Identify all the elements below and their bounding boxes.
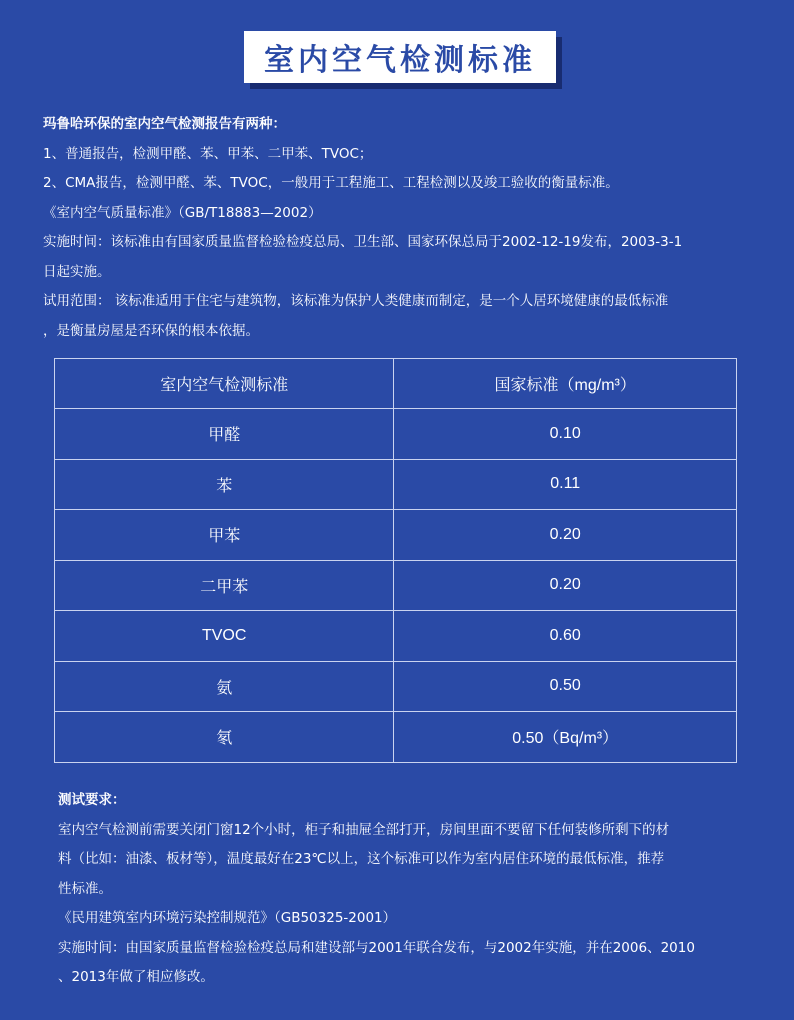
table-row — [55, 611, 737, 662]
table-row — [55, 661, 737, 712]
standard-name: 《室内空气质量标准》（GB/T18883—2002） — [43, 204, 322, 221]
intro-heading: 玛鲁哈环保的室内空气检测报告有两种： — [43, 116, 286, 132]
row-value: 0.10 — [394, 409, 737, 460]
row-value: 0.20 — [394, 510, 737, 561]
row-item: TVOC — [55, 611, 394, 662]
intro-item-2: 2、CMA报告，检测甲醛、苯、TVOC，一般用于工程施工、工程检测以及竣工验收的衡量标准。 — [43, 175, 619, 191]
page-title: 室内空气检测标准 — [264, 43, 536, 78]
intro-item-1: 1、普通报告，检测甲醛、苯、甲苯、二甲苯、TVOC； — [43, 145, 373, 162]
implementation-line-2: 日起实施。 — [43, 263, 111, 280]
requirements-line-1: 室内空气检测前需要关闭门窗12个小时，柜子和抽屉全部打开，房间里面不要留下任何装修所剩下的材 — [58, 821, 670, 838]
implementation-line-1: 实施时间：该标准由有国家质量监督检验检疫总局、卫生部、国家环保总局于2002-12-19发布，2003-3-1 — [43, 234, 683, 250]
regulation-implementation-line-2: 、2013年做了相应修改。 — [58, 969, 214, 985]
requirements-line-3: 性标准。 — [58, 880, 112, 897]
scope-line-1: 试用范围： 该标准适用于住宅与建筑物，该标准为保护人类健康而制定，是一个人居环境健康的最低标准 — [43, 293, 669, 309]
row-value: 0.11 — [394, 459, 737, 510]
table-header-row — [55, 359, 737, 409]
requirements-heading: 测试要求： — [58, 792, 126, 808]
requirements-line-2: 料（比如：油漆、板材等），温度最好在23℃以上，这个标准可以作为室内居住环境的最低标准，推荐 — [58, 851, 665, 867]
table-row — [55, 712, 737, 763]
row-item: 氨 — [55, 661, 394, 712]
row-item: 苯 — [55, 459, 394, 510]
row-value: 0.60 — [394, 611, 737, 662]
table-row — [55, 510, 737, 561]
column-header-standard: 国家标准（mg/m³） — [394, 359, 737, 409]
row-value: 0.20 — [394, 560, 737, 611]
row-item: 甲苯 — [55, 510, 394, 561]
standards-table — [54, 358, 737, 763]
row-value: 0.50（Bq/m³） — [394, 712, 737, 763]
requirements-section — [58, 786, 748, 993]
table-row — [55, 409, 737, 460]
row-value: 0.50 — [394, 661, 737, 712]
scope-line-2: ，是衡量房屋是否环保的根本依据。 — [43, 322, 259, 339]
title-banner — [244, 31, 556, 83]
column-header-item: 室内空气检测标准 — [55, 359, 394, 409]
table-row — [55, 560, 737, 611]
row-item: 氡 — [55, 712, 394, 763]
row-item: 甲醛 — [55, 409, 394, 460]
table-row — [55, 459, 737, 510]
row-item: 二甲苯 — [55, 560, 394, 611]
regulation-name: 《民用建筑室内环境污染控制规范》（GB50325-2001） — [58, 910, 397, 926]
regulation-implementation-line-1: 实施时间：由国家质量监督检验检疫总局和建设部与2001年联合发布，与2002年实施，并在2006、2010 — [58, 939, 695, 956]
intro-section — [43, 110, 753, 346]
